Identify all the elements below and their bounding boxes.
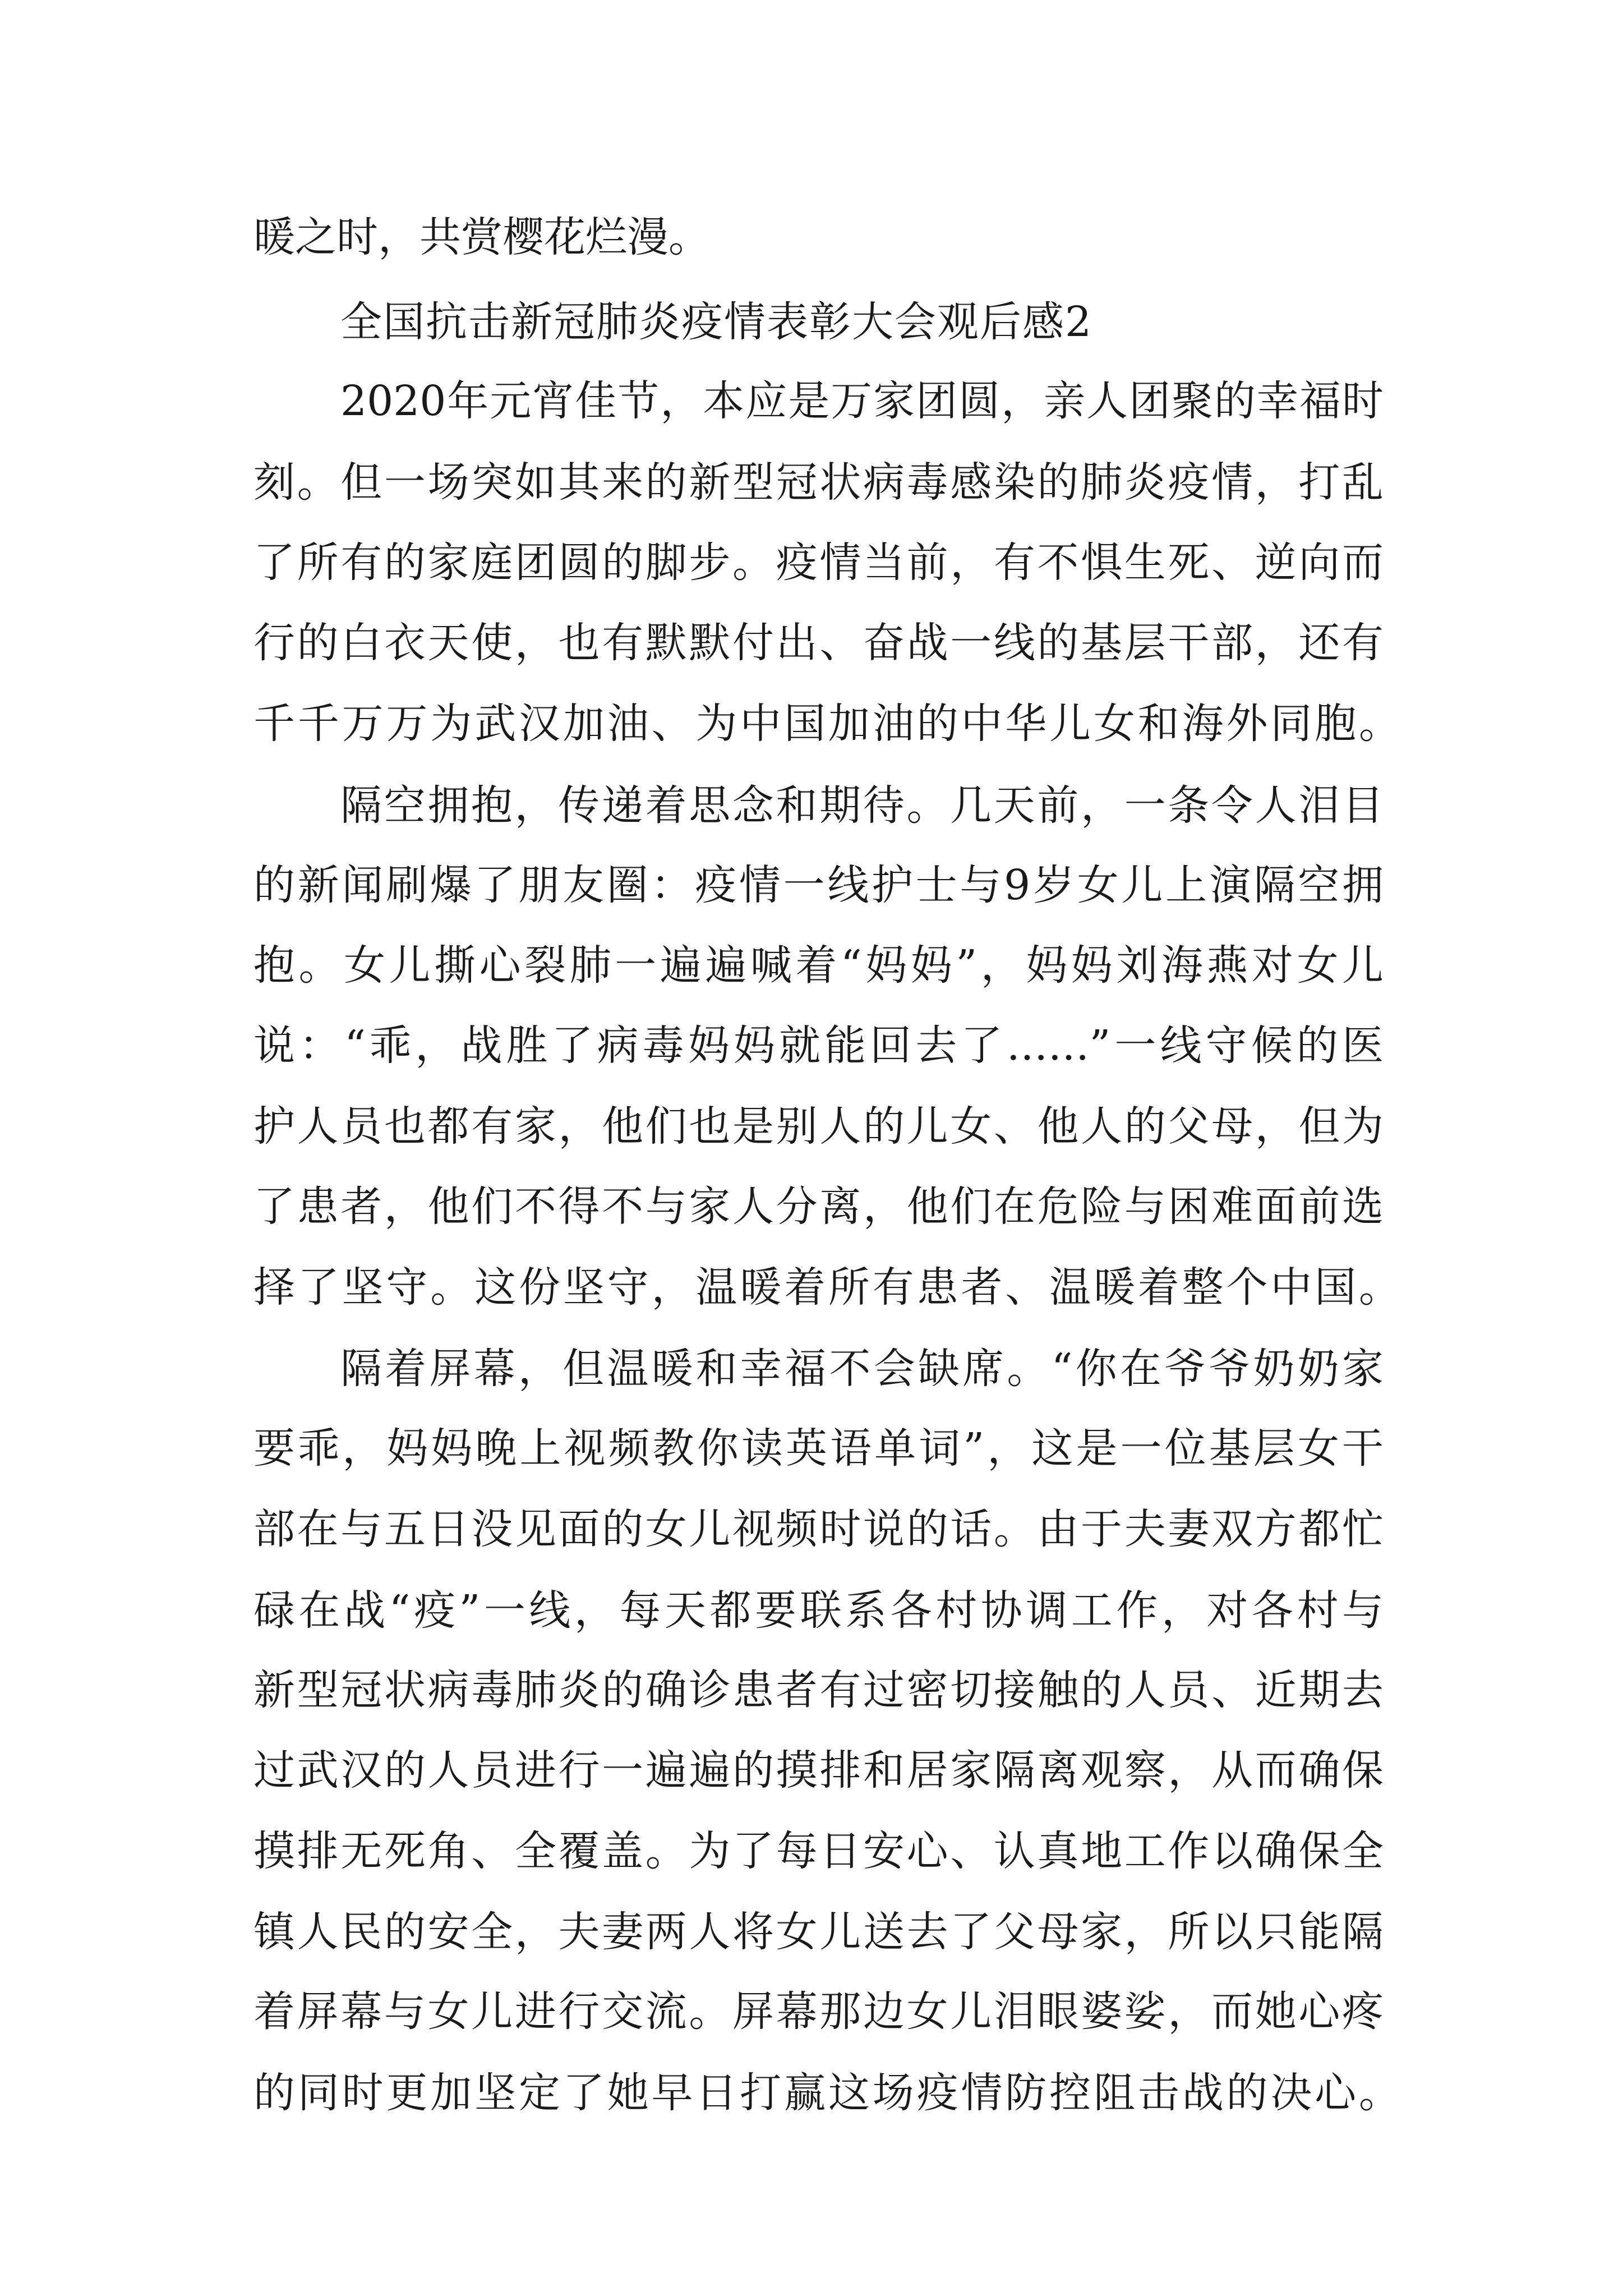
text-line: 过武汉的人员进行一遍遍的摸排和居家隔离观察，从而确保: [253, 1746, 1384, 1795]
text-line: 抱。女儿撕心裂肺一遍遍喊着“妈妈”，妈妈刘海燕对女儿: [253, 941, 1384, 990]
text-line: 的同时更加坚定了她早日打赢这场疫情防控阻击战的决心。: [253, 2069, 1400, 2117]
text-line: 行的白衣天使，也有默默付出、奋战一线的基层干部，还有: [253, 619, 1384, 667]
text-line: 隔着屏幕，但温暖和幸福不会缺席。“你在爷爷奶奶家: [340, 1345, 1384, 1393]
text-line: 说：“乖，战胜了病毒妈妈就能回去了……”一线守候的医: [253, 1022, 1384, 1070]
text-line: 2020年元宵佳节，本应是万家团圆，亲人团聚的幸福时: [340, 377, 1384, 425]
text-line: 新型冠状病毒肺炎的确诊患者有过密切接触的人员、近期去: [253, 1666, 1384, 1714]
text-line: 千千万万为武汉加油、为中国加油的中华儿女和海外同胞。: [253, 700, 1400, 748]
text-line: 择了坚守。这份坚守，温暖着所有患者、温暖着整个中国。: [253, 1263, 1400, 1312]
text-line: 的新闻刷爆了朋友圈：疫情一线护士与9岁女儿上演隔空拥: [253, 861, 1384, 909]
text-line: 部在与五日没见面的女儿视频时说的话。由于夫妻双方都忙: [253, 1505, 1384, 1553]
text-line: 了所有的家庭团圆的脚步。疫情当前，有不惧生死、逆向而: [253, 539, 1384, 587]
text-line: 摸排无死角、全覆盖。为了每日安心、认真地工作以确保全: [253, 1827, 1384, 1875]
section-heading: 全国抗击新冠肺炎疫情表彰大会观后感2: [340, 298, 1093, 346]
text-line: 刻。但一场突如其来的新型冠状病毒感染的肺炎疫情，打乱: [253, 458, 1384, 507]
text-line: 要乖，妈妈晚上视频教你读英语单词”，这是一位基层女干: [253, 1424, 1384, 1473]
text-line: 着屏幕与女儿进行交流。屏幕那边女儿泪眼婆娑，而她心疼: [253, 1987, 1384, 2036]
text-line: 隔空拥抱，传递着思念和期待。几天前，一条令人泪目: [340, 781, 1384, 830]
text-line: 碌在战“疫”一线，每天都要联系各村协调工作，对各村与: [253, 1586, 1384, 1635]
text-line: 护人员也都有家，他们也是别人的儿女、他人的父母，但为: [253, 1102, 1384, 1151]
text-line: 镇人民的安全，夫妻两人将女儿送去了父母家，所以只能隔: [253, 1908, 1384, 1956]
text-line: 暖之时，共赏樱花烂漫。: [253, 213, 710, 261]
text-line: 了患者，他们不得不与家人分离，他们在危险与困难面前选: [253, 1182, 1384, 1231]
